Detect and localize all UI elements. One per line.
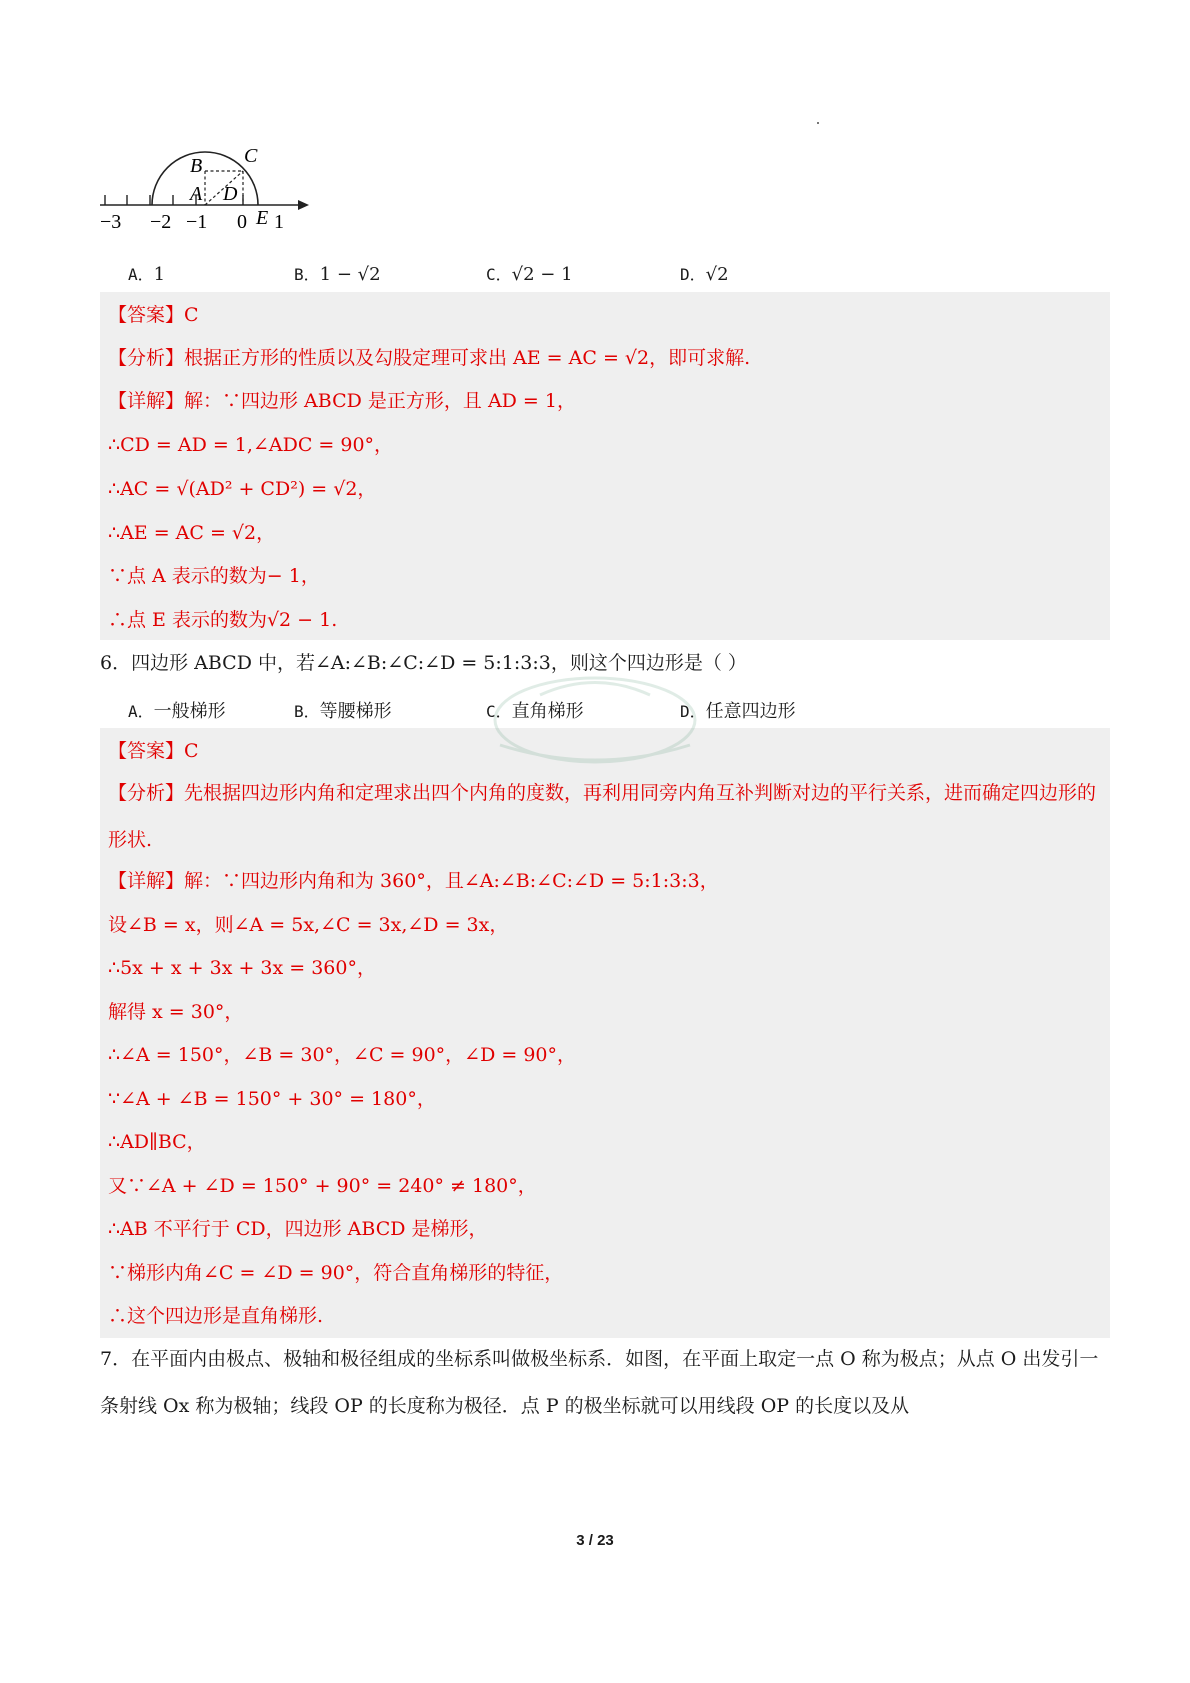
- q5-analysis: 【分析】根据正方形的性质以及勾股定理可求出 AE = AC = √2，即可求解.: [108, 347, 751, 369]
- q6-step: ∴AD∥BC，: [108, 1131, 206, 1153]
- q6-option-d: D．任意四边形: [680, 701, 796, 722]
- q6-step: ∵∠A + ∠B = 150° + 30° = 180°，: [108, 1088, 436, 1110]
- tick-label-minus1: −1: [186, 211, 208, 233]
- label-B: B: [190, 155, 203, 177]
- stray-mark: [817, 122, 819, 124]
- q6-step: 设∠B = x，则∠A = 5x,∠C = 3x,∠D = 3x，: [108, 914, 509, 936]
- label-A: A: [190, 183, 203, 205]
- q5-step: ∴CD = AD = 1,∠ADC = 90°，: [108, 434, 394, 456]
- label-E: E: [256, 207, 269, 229]
- q7-stem: 7．在平面内由极点、极轴和极径组成的坐标系叫做极坐标系．如图，在平面上取定一点 O 称为极点；从点 O 出发引一条射线 Ox 称为极轴；线段 OP 的长度称为极径．点 P 的极坐标就可以用线段 OP 的长度以及从: [100, 1348, 1099, 1417]
- q5-answer: 【答案】C: [108, 304, 199, 326]
- q5-option-a: A．1: [128, 264, 166, 285]
- q6-step: ∴5x + x + 3x + 3x = 360°，: [108, 957, 376, 979]
- q5-solution-block: [100, 292, 1110, 640]
- q5-option-b: B．1 − √2: [294, 264, 381, 285]
- q6-step: ∴AB 不平行于 CD，四边形 ABCD 是梯形，: [108, 1218, 488, 1240]
- q5-step: ∴AE = AC = √2，: [108, 522, 276, 544]
- tick-label-minus2: −2: [150, 211, 172, 233]
- q6-option-c: C．直角梯形: [486, 701, 584, 722]
- q6-option-b: B．等腰梯形: [294, 701, 392, 722]
- q6-step: ∵梯形内角∠C = ∠D = 90°，符合直角梯形的特征，: [108, 1262, 564, 1284]
- q6-step: 解得 x = 30°，: [108, 1001, 244, 1023]
- q6-step: ∴这个四边形是直角梯形.: [108, 1305, 324, 1327]
- q5-step: ∴AC = √(AD² + CD²) = √2，: [108, 478, 377, 500]
- tick-label-zero: 0: [237, 211, 247, 233]
- q6-step: ∴∠A = 150°，∠B = 30°，∠C = 90°，∠D = 90°，: [108, 1044, 577, 1066]
- q6-analysis: 【分析】先根据四边形内角和定理求出四个内角的度数，再利用同旁内角互补判断对边的平行关系，进而确定四边形的形状.: [108, 782, 1097, 851]
- q6-answer: 【答案】C: [108, 740, 199, 762]
- q5-option-d: D．√2: [680, 264, 729, 285]
- q5-option-c: C．√2 − 1: [486, 264, 573, 285]
- page-number: 3 / 23: [576, 1532, 614, 1549]
- q5-step: ∵点 A 表示的数为− 1，: [108, 565, 320, 587]
- q6-step: 又∵∠A + ∠D = 150° + 90° = 240° ≠ 180°，: [108, 1175, 537, 1197]
- q6-option-a: A．一般梯形: [128, 701, 226, 722]
- label-D: D: [223, 183, 238, 205]
- q5-options: [0, 262, 1190, 292]
- q5-step: ∴点 E 表示的数为√2 − 1.: [108, 609, 338, 631]
- q5-detail: 【详解】解：∵四边形 ABCD 是正方形，且 AD = 1，: [108, 390, 576, 412]
- number-line-diagram: [100, 148, 330, 256]
- number-line-figure: [100, 148, 330, 256]
- tick-label-one: 1: [274, 211, 284, 233]
- label-C: C: [244, 148, 258, 167]
- q6-stem: 6．四边形 ABCD 中，若∠A:∠B:∠C:∠D = 5:1:3:3，则这个四边形是（ ）: [100, 652, 747, 674]
- q6-solution-block: [100, 728, 1110, 1338]
- watermark-emblem: [480, 665, 710, 775]
- q6-detail: 【详解】解：∵四边形内角和为 360°，且∠A:∠B:∠C:∠D = 5:1:3:3，: [108, 870, 719, 892]
- tick-label-minus3: −3: [100, 211, 122, 233]
